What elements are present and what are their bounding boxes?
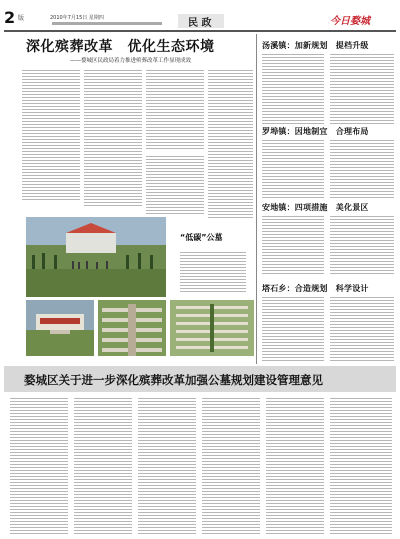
left-subtitle: ——婺城区民政局着力推进殡葬改革工作显现成效	[70, 58, 192, 64]
bottom-body-col6	[330, 398, 392, 534]
left-headline: 深化殡葬改革 优化生态环境	[26, 39, 215, 55]
bottom-body-col5	[266, 398, 324, 534]
cemetery-photo-main	[26, 217, 166, 297]
right-body-3a	[262, 216, 324, 276]
left-body-col3	[146, 70, 204, 150]
page-label: 版	[18, 15, 25, 22]
bottom-body-col2	[74, 398, 132, 534]
right-body-1a	[262, 54, 324, 124]
page-number: 2	[4, 8, 16, 27]
bottom-body-col3	[138, 398, 196, 534]
masthead-rule	[4, 30, 396, 32]
cemetery-photo-aerial	[170, 300, 254, 356]
column-divider	[256, 34, 257, 364]
right-body-2a	[262, 140, 324, 200]
right-body-3b	[330, 216, 394, 276]
masthead-small-print	[52, 22, 162, 25]
photo-caption-text	[180, 252, 246, 294]
right-body-4b	[330, 297, 394, 361]
right-head-4: 塔石乡：合造规划 科学设计	[262, 284, 369, 293]
newspaper-logo: 今日婺城	[330, 16, 370, 27]
left-body-col4	[208, 70, 253, 220]
photo-caption-title: “低碳”公墓	[180, 233, 223, 242]
left-body-col2	[84, 70, 142, 206]
right-body-2b	[330, 140, 394, 200]
right-head-2: 罗埠镇：因地制宜 合理布局	[262, 127, 369, 136]
cemetery-photo-terraces	[98, 300, 166, 356]
left-body-col3b	[146, 156, 204, 216]
bottom-headline: 婺城区关于进一步深化殡葬改革加强公墓规划建设管理意见	[24, 373, 323, 387]
section-name: 民 政	[188, 18, 212, 29]
right-head-3: 安地镇：四项措施 美化景区	[262, 203, 369, 212]
right-head-1: 汤溪镇：加新规划 提档升级	[262, 41, 369, 50]
date-line: 2010年7月15日 星期四	[50, 15, 104, 21]
left-body-col1	[22, 70, 80, 202]
right-body-1b	[330, 54, 394, 124]
cemetery-photo-sign	[26, 300, 94, 356]
bottom-body-col4	[202, 398, 260, 534]
bottom-body-col1	[10, 398, 68, 534]
right-body-4a	[262, 297, 324, 361]
